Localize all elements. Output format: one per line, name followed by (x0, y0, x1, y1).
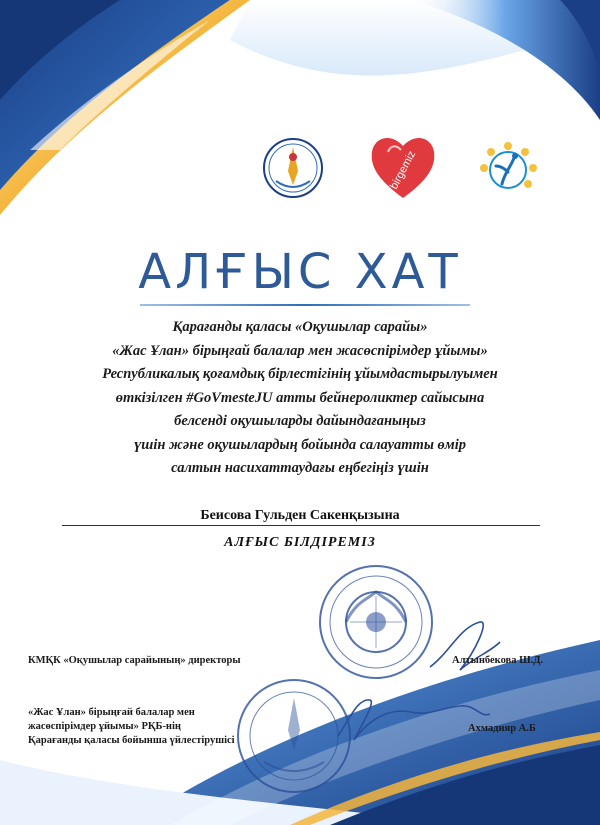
body-line: Қарағанды қаласы «Оқушылар сарайы» (172, 319, 428, 335)
title-underline (140, 304, 470, 306)
signature-director (420, 612, 510, 682)
body-line: белсенді оқушыларды дайындағаныңыз (174, 413, 426, 429)
svg-text:birgemiz: birgemiz (388, 149, 419, 192)
body-line: үшін және оқушылардың бойында салауатты өмір (134, 436, 466, 453)
body-line: өткізілген #GoVmesteJU атты бейнероликтер сайысына (115, 389, 485, 406)
logo-row (0, 0, 600, 230)
official-seal-stamp (316, 562, 436, 682)
thanks-heading: АЛҒЫС БІЛДІРЕМІЗ (224, 535, 376, 550)
body-line: Республикалық қоғамдық бірлестігінің ұйымдастырылуымен (102, 366, 498, 382)
body-line: «Жас Ұлан» бірыңғай балалар мен жасөспірімдер ұйымы» (112, 342, 488, 359)
recipient-name: Беисова Гульден Сакенқызына (200, 508, 400, 523)
signatory-2-position-line: «Жас Ұлан» бірыңғай балалар мен (28, 707, 195, 718)
signatory-2-position-line: жасөспірімдер ұйымы» РҚБ-нің (28, 721, 181, 732)
signature-coordinator (330, 688, 500, 748)
certificate-body (40, 316, 560, 481)
gymnast-sun-icon (478, 140, 542, 198)
signatory-1-position: КМҚК «Оқушылар сарайының» директоры (28, 655, 241, 666)
body-line: салтын насихаттаудағы еңбегіңіз үшін (171, 460, 429, 476)
certificate-title: АЛҒЫС ХАТ (138, 244, 462, 300)
recipient-underline (62, 525, 540, 526)
signatory-1-name: Алтынбекова Ш.Д. (452, 655, 544, 666)
zhas-ulan-emblem-icon (262, 137, 324, 199)
signatory-2-name: Ахмадияр А.Б (468, 723, 536, 734)
birgemiz-heart-icon (368, 132, 438, 204)
signatory-2-position-line: Қарағанды қаласы бойынша үйлестірушісі (28, 735, 235, 746)
